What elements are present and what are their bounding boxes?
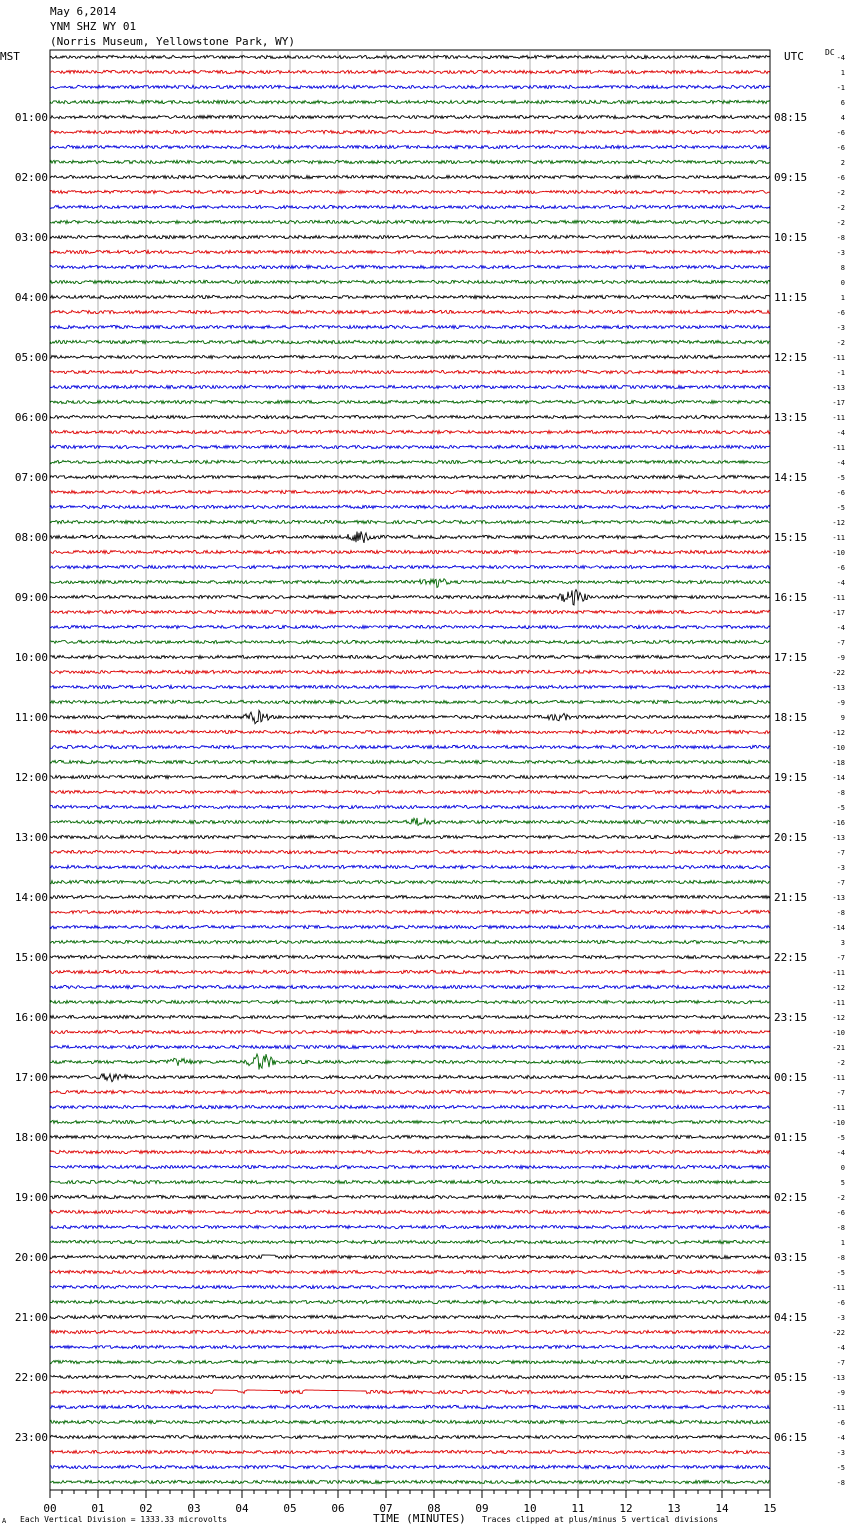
trace-line — [50, 760, 770, 763]
dc-offset-label: -5 — [836, 1134, 845, 1142]
trace-line — [50, 850, 770, 853]
left-hour-label: 12:00 — [14, 771, 48, 784]
trace-line — [50, 579, 770, 588]
left-timezone-label: MST — [0, 50, 20, 63]
trace-line — [50, 85, 770, 88]
right-hour-label: 15:15 — [774, 531, 808, 544]
trace-line — [50, 415, 770, 418]
x-tick-label: 00 — [43, 1502, 57, 1515]
dc-offset-label: 1 — [840, 1239, 845, 1247]
right-hour-label: 17:15 — [774, 651, 808, 664]
dc-offset-label: -6 — [836, 489, 845, 497]
x-tick-label: 04 — [235, 1502, 249, 1515]
dc-offset-label: -3 — [836, 249, 845, 257]
dc-offset-label: -6 — [836, 309, 845, 317]
x-tick-label: 10 — [523, 1502, 537, 1515]
dc-offset-label: -3 — [836, 324, 845, 332]
trace-line — [50, 970, 770, 973]
left-hour-label: 20:00 — [14, 1251, 48, 1264]
trace-line — [50, 430, 770, 433]
axis-labels — [15, 54, 845, 1515]
dc-offset-label: -5 — [836, 504, 845, 512]
trace-line — [50, 1300, 770, 1303]
trace-line — [50, 385, 770, 388]
left-hour-label: 04:00 — [14, 291, 48, 304]
trace-line — [50, 710, 770, 723]
dc-offset-label: -3 — [836, 1449, 845, 1457]
dc-offset-label: -4 — [836, 459, 845, 467]
trace-line — [50, 1135, 770, 1138]
right-hour-label: 05:15 — [774, 1371, 808, 1384]
dc-offset-label: -11 — [832, 1404, 845, 1412]
dc-offset-label: -4 — [836, 54, 845, 62]
dc-offset-label: -2 — [836, 1059, 845, 1067]
trace-line — [50, 355, 770, 358]
dc-offset-label: -11 — [832, 414, 845, 422]
dc-offset-label: -6 — [836, 144, 845, 152]
trace-line — [50, 1450, 770, 1453]
x-tick-label: 14 — [715, 1502, 729, 1515]
x-axis-ticks — [50, 1490, 770, 1498]
trace-line — [50, 295, 770, 298]
right-hour-label: 09:15 — [774, 171, 808, 184]
trace-line — [50, 590, 770, 605]
chart-location: (Norris Museum, Yellowstone Park, WY) — [50, 35, 296, 48]
trace-line — [50, 160, 770, 163]
dc-offset-label: -11 — [832, 444, 845, 452]
plot-frame — [50, 50, 770, 1490]
chart-title: YNM SHZ WY 01 — [50, 20, 137, 33]
dc-offset-label: -11 — [832, 534, 845, 542]
trace-line — [50, 1390, 770, 1394]
right-hour-label: 03:15 — [774, 1251, 808, 1264]
trace-line — [50, 175, 770, 178]
trace-line — [50, 700, 770, 703]
right-hour-label: 01:15 — [774, 1131, 808, 1144]
dc-offset-label: -4 — [836, 624, 845, 632]
trace-line — [50, 460, 770, 463]
trace-line — [50, 325, 770, 328]
dc-offset-label: 0 — [840, 1164, 845, 1172]
trace-line — [50, 865, 770, 868]
dc-offset-label: -17 — [832, 609, 845, 617]
dc-offset-label: -8 — [836, 1479, 845, 1487]
trace-line — [50, 475, 770, 478]
x-tick-label: 12 — [619, 1502, 633, 1515]
trace-line — [50, 55, 770, 58]
trace-line — [50, 1225, 770, 1228]
dc-offset-label: -14 — [832, 774, 845, 782]
dc-offset-label: -22 — [832, 1329, 845, 1337]
left-hour-label: 18:00 — [14, 1131, 48, 1144]
right-hour-label: 23:15 — [774, 1011, 808, 1024]
right-hour-label: 13:15 — [774, 411, 808, 424]
x-tick-label: 07 — [379, 1502, 393, 1515]
right-hour-label: 06:15 — [774, 1431, 808, 1444]
trace-line — [50, 1210, 770, 1213]
dc-offset-label: -12 — [832, 729, 845, 737]
clip-note: Traces clipped at plus/minus 5 vertical divisions — [482, 1515, 719, 1524]
dc-offset-label: -4 — [836, 1149, 845, 1157]
x-tick-label: 01 — [91, 1502, 105, 1515]
trace-line — [50, 490, 770, 493]
dc-offset-label: 3 — [840, 939, 845, 947]
trace-line — [50, 70, 770, 73]
trace-line — [50, 1165, 770, 1168]
left-hour-label: 03:00 — [14, 231, 48, 244]
dc-offset-label: -14 — [832, 924, 845, 932]
dc-offset-label: -1 — [836, 369, 845, 377]
right-hour-label: 04:15 — [774, 1311, 808, 1324]
right-timezone-label: UTC — [784, 50, 804, 63]
left-hour-label: 06:00 — [14, 411, 48, 424]
left-hour-label: 22:00 — [14, 1371, 48, 1384]
x-tick-label: 03 — [187, 1502, 201, 1515]
dc-offset-label: -11 — [832, 1104, 845, 1112]
trace-line — [50, 1000, 770, 1003]
dc-offset-label: -16 — [832, 819, 845, 827]
dc-label: DC — [825, 48, 835, 57]
left-hour-label: 02:00 — [14, 171, 48, 184]
dc-offset-label: -2 — [836, 219, 845, 227]
dc-offset-label: -13 — [832, 894, 845, 902]
trace-line — [50, 610, 770, 613]
dc-offset-label: 9 — [840, 714, 845, 722]
dc-offset-label: -3 — [836, 1314, 845, 1322]
dc-offset-label: 4 — [840, 114, 845, 122]
right-hour-label: 02:15 — [774, 1191, 808, 1204]
trace-line — [50, 1150, 770, 1153]
dc-offset-label: -7 — [836, 1089, 845, 1097]
right-hour-label: 08:15 — [774, 111, 808, 124]
x-tick-label: 11 — [571, 1502, 585, 1515]
chart-date: May 6,2014 — [50, 5, 117, 18]
trace-line — [50, 835, 770, 838]
dc-offset-label: -4 — [836, 579, 845, 587]
left-hour-label: 17:00 — [14, 1071, 48, 1084]
trace-line — [50, 730, 770, 733]
trace-line — [50, 1090, 770, 1093]
x-axis-title: TIME (MINUTES) — [373, 1512, 466, 1525]
right-hour-label: 20:15 — [774, 831, 808, 844]
trace-line — [50, 880, 770, 883]
dc-offset-label: -12 — [832, 519, 845, 527]
trace-line — [50, 400, 770, 403]
dc-offset-label: -2 — [836, 204, 845, 212]
trace-line — [50, 1105, 770, 1108]
trace-line — [50, 1420, 770, 1423]
trace-line — [50, 1195, 770, 1198]
dc-offset-label: 6 — [840, 99, 845, 107]
right-hour-label: 22:15 — [774, 951, 808, 964]
dc-offset-label: -7 — [836, 879, 845, 887]
dc-offset-label: -12 — [832, 1014, 845, 1022]
trace-line — [50, 1405, 770, 1408]
trace-line — [50, 1054, 770, 1070]
right-hour-label: 21:15 — [774, 891, 808, 904]
trace-line — [50, 1435, 770, 1438]
trace-line — [50, 625, 770, 628]
trace-line — [50, 640, 770, 643]
dc-offset-label: -5 — [836, 474, 845, 482]
left-hour-label: 11:00 — [14, 711, 48, 724]
trace-line — [50, 370, 770, 373]
dc-offset-label: -4 — [836, 429, 845, 437]
dc-offset-label: -4 — [836, 1344, 845, 1352]
trace-line — [50, 745, 770, 748]
trace-line — [50, 1240, 770, 1243]
dc-offset-label: -18 — [832, 759, 845, 767]
trace-line — [50, 805, 770, 808]
dc-offset-label: -3 — [836, 864, 845, 872]
dc-offset-label: -13 — [832, 384, 845, 392]
left-hour-label: 15:00 — [14, 951, 48, 964]
trace-line — [50, 505, 770, 508]
dc-offset-label: -6 — [836, 174, 845, 182]
dc-offset-label: -21 — [832, 1044, 845, 1052]
dc-offset-label: -1 — [836, 84, 845, 92]
dc-offset-label: -2 — [836, 1194, 845, 1202]
scale-note: Each Vertical Division = 1333.33 microvolts — [20, 1515, 228, 1524]
dc-offset-label: -17 — [832, 399, 845, 407]
dc-offset-label: -5 — [836, 1464, 845, 1472]
dc-offset-label: -11 — [832, 1284, 845, 1292]
minute-gridlines — [50, 50, 770, 1490]
left-hour-label: 14:00 — [14, 891, 48, 904]
dc-offset-label: -8 — [836, 789, 845, 797]
trace-line — [50, 1073, 770, 1081]
trace-line — [50, 940, 770, 943]
dc-offset-label: -10 — [832, 1029, 845, 1037]
trace-line — [50, 1315, 770, 1318]
dc-offset-label: -8 — [836, 909, 845, 917]
trace-line — [50, 1330, 770, 1333]
dc-offset-label: -11 — [832, 1074, 845, 1082]
trace-line — [50, 1360, 770, 1363]
trace-line — [50, 520, 770, 523]
dc-offset-label: -12 — [832, 984, 845, 992]
dc-offset-label: -6 — [836, 564, 845, 572]
dc-offset-label: -11 — [832, 594, 845, 602]
trace-line — [50, 280, 770, 283]
dc-offset-label: -11 — [832, 999, 845, 1007]
dc-offset-label: -7 — [836, 849, 845, 857]
trace-line — [50, 685, 770, 688]
left-hour-label: 01:00 — [14, 111, 48, 124]
trace-line — [50, 190, 770, 193]
dc-offset-label: -11 — [832, 354, 845, 362]
trace-line — [50, 1045, 770, 1048]
trace-line — [50, 790, 770, 793]
right-hour-label: 16:15 — [774, 591, 808, 604]
dc-offset-label: -4 — [836, 1434, 845, 1442]
left-hour-label: 13:00 — [14, 831, 48, 844]
dc-offset-label: -10 — [832, 1119, 845, 1127]
dc-offset-label: -8 — [836, 1254, 845, 1262]
right-hour-label: 18:15 — [774, 711, 808, 724]
left-hour-label: 09:00 — [14, 591, 48, 604]
right-hour-label: 10:15 — [774, 231, 808, 244]
dc-offset-label: -6 — [836, 1419, 845, 1427]
dc-offset-label: 1 — [840, 294, 845, 302]
trace-line — [50, 340, 770, 343]
trace-line — [50, 670, 770, 673]
dc-offset-label: -9 — [836, 1389, 845, 1397]
trace-line — [50, 205, 770, 208]
left-hour-label: 07:00 — [14, 471, 48, 484]
x-tick-label: 13 — [667, 1502, 681, 1515]
left-hour-label: 19:00 — [14, 1191, 48, 1204]
left-hour-label: 16:00 — [14, 1011, 48, 1024]
trace-line — [50, 1255, 770, 1259]
dc-offset-label: 1 — [840, 69, 845, 77]
trace-line — [50, 130, 770, 133]
dc-offset-label: -7 — [836, 639, 845, 647]
left-hour-label: 21:00 — [14, 1311, 48, 1324]
trace-line — [50, 655, 770, 658]
trace-line — [50, 1180, 770, 1183]
corner-mark: A — [2, 1517, 7, 1525]
dc-offset-label: -9 — [836, 699, 845, 707]
trace-line — [50, 550, 770, 553]
trace-line — [50, 1120, 770, 1123]
left-hour-label: 23:00 — [14, 1431, 48, 1444]
left-hour-label: 10:00 — [14, 651, 48, 664]
dc-offset-label: -13 — [832, 1374, 845, 1382]
trace-line — [50, 265, 770, 268]
dc-offset-label: -10 — [832, 549, 845, 557]
dc-offset-label: -2 — [836, 339, 845, 347]
trace-line — [50, 310, 770, 313]
dc-offset-label: -8 — [836, 234, 845, 242]
trace-line — [50, 1465, 770, 1468]
dc-offset-label: 8 — [840, 264, 845, 272]
dc-offset-label: -7 — [836, 954, 845, 962]
x-tick-label: 06 — [331, 1502, 345, 1515]
dc-offset-label: -2 — [836, 189, 845, 197]
trace-line — [50, 818, 770, 826]
left-hour-label: 05:00 — [14, 351, 48, 364]
dc-offset-label: -8 — [836, 1224, 845, 1232]
trace-line — [50, 1345, 770, 1348]
dc-offset-label: 5 — [840, 1179, 845, 1187]
trace-line — [50, 445, 770, 448]
dc-offset-label: -13 — [832, 834, 845, 842]
dc-offset-label: 0 — [840, 279, 845, 287]
x-tick-label: 02 — [139, 1502, 153, 1515]
trace-line — [50, 1015, 770, 1018]
trace-line — [50, 1480, 770, 1483]
dc-offset-label: -13 — [832, 684, 845, 692]
trace-line — [50, 115, 770, 118]
x-tick-label: 15 — [763, 1502, 777, 1515]
trace-line — [50, 925, 770, 928]
trace-line — [50, 775, 770, 778]
trace-line — [50, 235, 770, 238]
dc-offset-label: -5 — [836, 1269, 845, 1277]
dc-offset-label: -6 — [836, 1209, 845, 1217]
right-hour-label: 19:15 — [774, 771, 808, 784]
dc-offset-label: 2 — [840, 159, 845, 167]
trace-line — [50, 100, 770, 103]
right-hour-label: 14:15 — [774, 471, 808, 484]
trace-line — [50, 895, 770, 898]
dc-offset-label: -22 — [832, 669, 845, 677]
seismic-traces — [50, 55, 770, 1483]
trace-line — [50, 985, 770, 988]
trace-line — [50, 250, 770, 253]
trace-line — [50, 531, 770, 543]
x-tick-label: 05 — [283, 1502, 297, 1515]
right-hour-label: 12:15 — [774, 351, 808, 364]
x-tick-label: 08 — [427, 1502, 441, 1515]
right-hour-label: 00:15 — [774, 1071, 808, 1084]
trace-line — [50, 220, 770, 223]
trace-line — [50, 955, 770, 958]
dc-offset-label: -6 — [836, 129, 845, 137]
x-tick-label: 09 — [475, 1502, 489, 1515]
dc-offset-label: -5 — [836, 804, 845, 812]
dc-offset-label: -10 — [832, 744, 845, 752]
trace-line — [50, 910, 770, 913]
trace-line — [50, 1030, 770, 1033]
dc-offset-label: -9 — [836, 654, 845, 662]
left-hour-label: 08:00 — [14, 531, 48, 544]
trace-line — [50, 1285, 770, 1288]
right-hour-label: 11:15 — [774, 291, 808, 304]
dc-offset-label: -7 — [836, 1359, 845, 1367]
trace-line — [50, 565, 770, 568]
trace-line — [50, 145, 770, 148]
trace-line — [50, 1375, 770, 1378]
dc-offset-label: -11 — [832, 969, 845, 977]
dc-offset-label: -6 — [836, 1299, 845, 1307]
trace-line — [50, 1270, 770, 1273]
